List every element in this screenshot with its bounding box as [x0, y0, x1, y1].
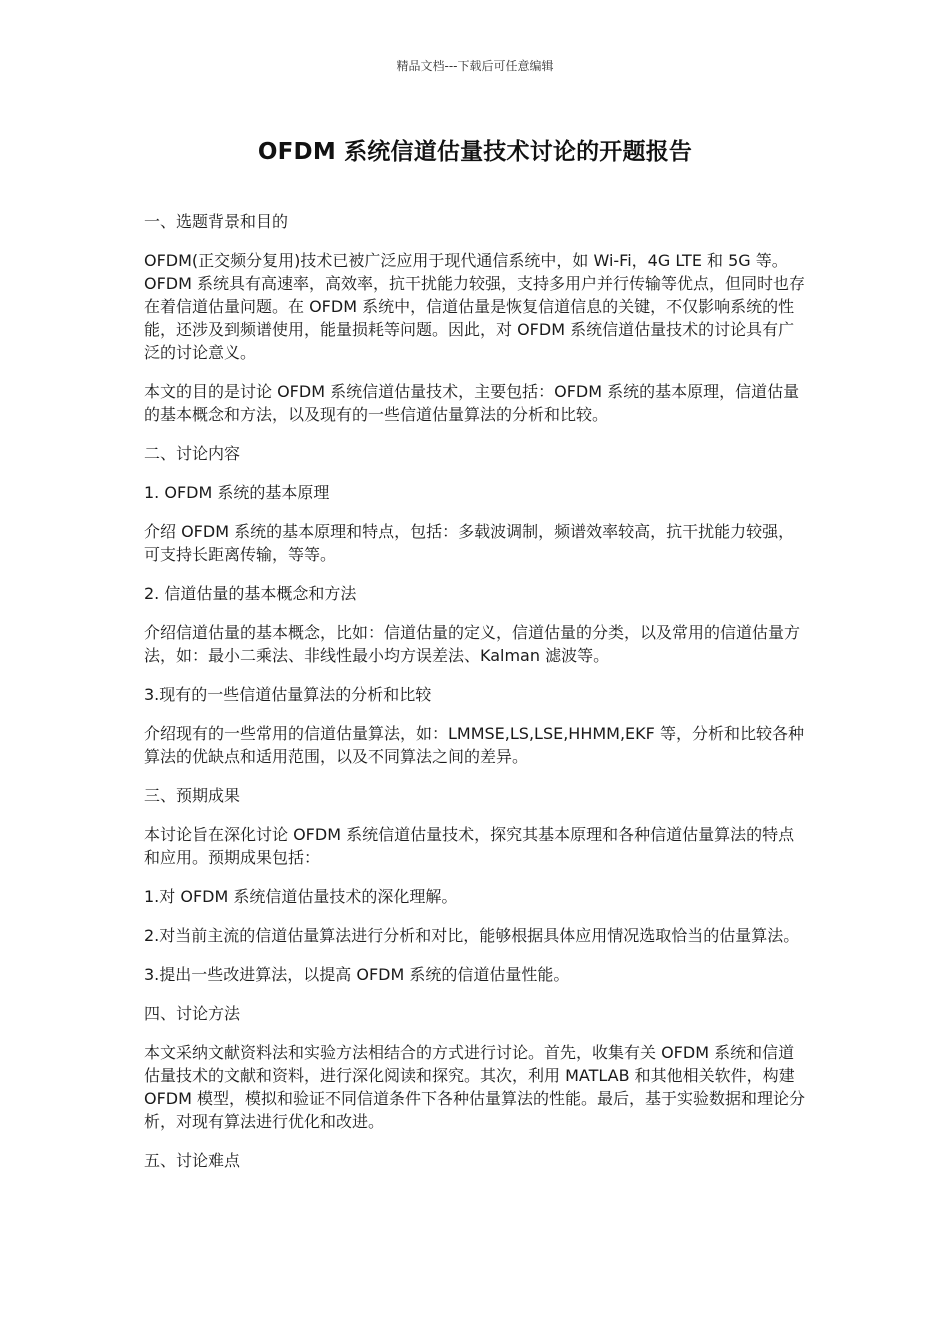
paragraph-methods: 本文采纳文献资料法和实验方法相结合的方式进行讨论。首先，收集有关 OFDM 系统和信道估量技术的文献和资料，进行深化阅读和探究。其次，利用 MATLAB 和其他相关软件，构建 OFDM 模型，模拟和验证不同信道条件下各种估量算法的性能。最后，基于实验数据和理论分析，对现有算法进行优化和改进。	[144, 1043, 806, 1131]
paragraph-background-intro: OFDM(正交频分复用)技术已被广泛应用于现代通信系统中，如 Wi-Fi，4G LTE 和 5G 等。OFDM 系统具有高速率，高效率，抗干扰能力较强，支持多用户并行传输等优点，但同时也存在着信道估量问题。在 OFDM 系统中，信道估量是恢复信道信息的关键，不仅影响系统的性能，还涉及到频谱使用，能量损耗等问题。因此，对 OFDM 系统信道估量技术的讨论具有广泛的讨论意义。	[144, 251, 806, 362]
document-body	[144, 210, 806, 1188]
section-heading-methods: 四、讨论方法	[144, 1004, 241, 1023]
paragraph-purpose: 本文的目的是讨论 OFDM 系统信道估量技术，主要包括：OFDM 系统的基本原理，信道估量的基本概念和方法，以及现有的一些信道估量算法的分析和比较。	[144, 382, 800, 424]
paragraph-expected-results: 本讨论旨在深化讨论 OFDM 系统信道估量技术，探究其基本原理和各种信道估量算法的特点和应用。预期成果包括：	[144, 825, 795, 867]
subheading-algorithm-comparison: 3.现有的一些信道估量算法的分析和比较	[144, 685, 432, 704]
page-header: 精品文档---下载后可任意编辑	[396, 59, 554, 73]
paragraph-ofdm-principle: 介绍 OFDM 系统的基本原理和特点，包括：多载波调制，频谱效率较高，抗干扰能力较强，可支持长距离传输，等等。	[144, 522, 795, 564]
paragraph-algorithm-comparison: 介绍现有的一些常用的信道估量算法，如：LMMSE,LS,LSE,HHMM,EKF 等，分析和比较各种算法的优缺点和适用范围，以及不同算法之间的差异。	[144, 724, 804, 766]
section-heading-difficulties: 五、讨论难点	[144, 1151, 241, 1170]
list-item-result-3: 3.提出一些改进算法，以提高 OFDM 系统的信道估量性能。	[144, 965, 570, 984]
section-heading-background: 一、选题背景和目的	[144, 212, 289, 231]
section-heading-expected-results: 三、预期成果	[144, 786, 241, 805]
subheading-estimation-concepts: 2. 信道估量的基本概念和方法	[144, 584, 357, 603]
paragraph-estimation-concepts: 介绍信道估量的基本概念，比如：信道估量的定义，信道估量的分类，以及常用的信道估量方法，如：最小二乘法、非线性最小均方误差法、Kalman 滤波等。	[144, 623, 801, 665]
document-title: OFDM 系统信道估量技术讨论的开题报告	[257, 139, 693, 165]
section-heading-content: 二、讨论内容	[144, 444, 241, 463]
subheading-ofdm-principle: 1. OFDM 系统的基本原理	[144, 483, 330, 502]
list-item-result-1: 1.对 OFDM 系统信道估量技术的深化理解。	[144, 887, 458, 906]
list-item-result-2: 2.对当前主流的信道估量算法进行分析和对比，能够根据具体应用情况选取恰当的估量算法。	[144, 926, 800, 945]
